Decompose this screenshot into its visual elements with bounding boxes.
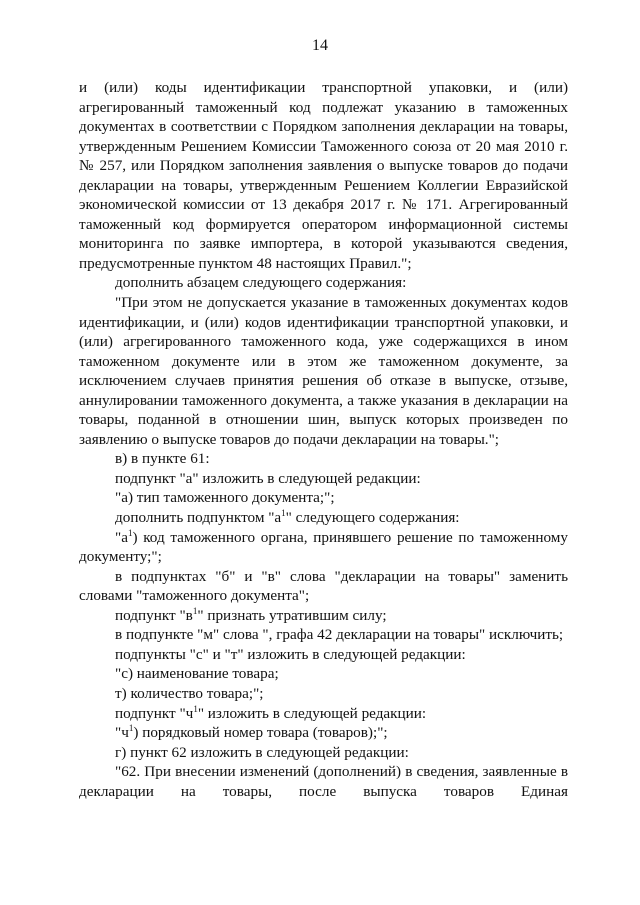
text-segment: подпункты "с" и "т" изложить в следующей редакции: xyxy=(115,645,466,663)
paragraph xyxy=(79,743,568,763)
text-segment: подпункт "ч xyxy=(115,704,194,722)
paragraph xyxy=(79,78,568,273)
text-segment: "а) тип таможенного документа;"; xyxy=(115,489,335,507)
text-segment: "с) наименование товара; xyxy=(115,665,279,683)
paragraph xyxy=(79,606,568,626)
text-segment: дополнить абзацем следующего содержания: xyxy=(115,274,407,292)
text-segment: " признать утратившим силу; xyxy=(197,606,387,624)
superscript: 1 xyxy=(193,703,198,714)
paragraph xyxy=(79,664,568,684)
superscript: 1 xyxy=(127,527,133,538)
paragraph xyxy=(79,293,568,449)
paragraph xyxy=(79,508,568,528)
paragraph xyxy=(79,684,568,704)
paragraph xyxy=(79,723,568,743)
text-segment: ) порядковый номер товара (товаров);"; xyxy=(133,724,388,742)
text-segment: подпункт "а" изложить в следующей редакции: xyxy=(115,469,421,487)
paragraph xyxy=(79,449,568,469)
text-segment: в подпункте "м" слова ", графа 42 декларации на товары" исключить; xyxy=(115,626,564,644)
paragraph xyxy=(79,528,568,567)
paragraph xyxy=(79,469,568,489)
superscript: 1 xyxy=(192,605,198,616)
paragraph xyxy=(79,625,568,645)
document-body xyxy=(79,78,568,801)
text-segment: "а xyxy=(115,528,128,546)
superscript: 1 xyxy=(281,508,286,519)
paragraph xyxy=(79,488,568,508)
text-segment: подпункт "в xyxy=(115,606,193,624)
paragraph xyxy=(79,645,568,665)
text-segment: в подпунктах "б" и "в" слова "декларации на товары" заменить словами "таможенного документа"; xyxy=(79,567,568,605)
text-segment: и (или) коды идентификации транспортной упаковки, и (или) агрегированный таможенный код подлежат указанию в таможенных документах в соответствии с Порядком заполнения декларации на товары, утвержденным Решением Комиссии Таможенного союза от 20 мая 2010 г. № 257, или Порядком заполнения заявления о выпуске товаров до подачи декларации на товары, утвержденным Решением Коллегии Евразийской экономической комиссии от 13 декабря 2017 г. № 171. Агрегированный таможенный код формируется оператором информационной системы мониторинга по заявке импортера, в которой указываются сведения, предусмотренные пунктом 48 настоящих Правил."; xyxy=(79,79,568,272)
paragraph xyxy=(79,762,568,801)
text-segment: "62. При внесении изменений (дополнений) в сведения, заявленные в декларации на товары, после выпуска товаров Единая xyxy=(79,763,568,800)
paragraph xyxy=(79,704,568,724)
superscript: 1 xyxy=(128,723,134,734)
page-number: 14 xyxy=(312,37,328,54)
text-segment: в) в пункте 61: xyxy=(115,450,210,468)
paragraph xyxy=(79,567,568,606)
text-segment: "При этом не допускается указание в таможенных документах кодов идентификации, и (или) кодов идентификации транспортной упаковки, и (или) агрегированного таможенного кода, уже содержащихся в ином таможенном документе или в этом же таможенном документе, за исключением случаев принятия решения об отказе в выпуске, отзыве, аннулировании таможенного документа, а также указания в декларации на товары, поданной в отношении шин, выпуск которых произведен по заявлению о выпуске товаров до подачи декларации на товары."; xyxy=(79,294,568,448)
text-segment: т) количество товара;"; xyxy=(115,684,264,702)
text-segment: "ч xyxy=(115,724,129,742)
text-segment: " следующего содержания: xyxy=(285,509,460,527)
text-segment: " изложить в следующей редакции: xyxy=(197,704,427,722)
text-segment: г) пункт 62 изложить в следующей редакции: xyxy=(115,743,409,761)
text-segment: дополнить подпунктом "а xyxy=(115,509,282,527)
paragraph xyxy=(79,273,568,293)
text-segment: ) код таможенного органа, принявшего решение по таможенному документу;"; xyxy=(79,528,568,566)
